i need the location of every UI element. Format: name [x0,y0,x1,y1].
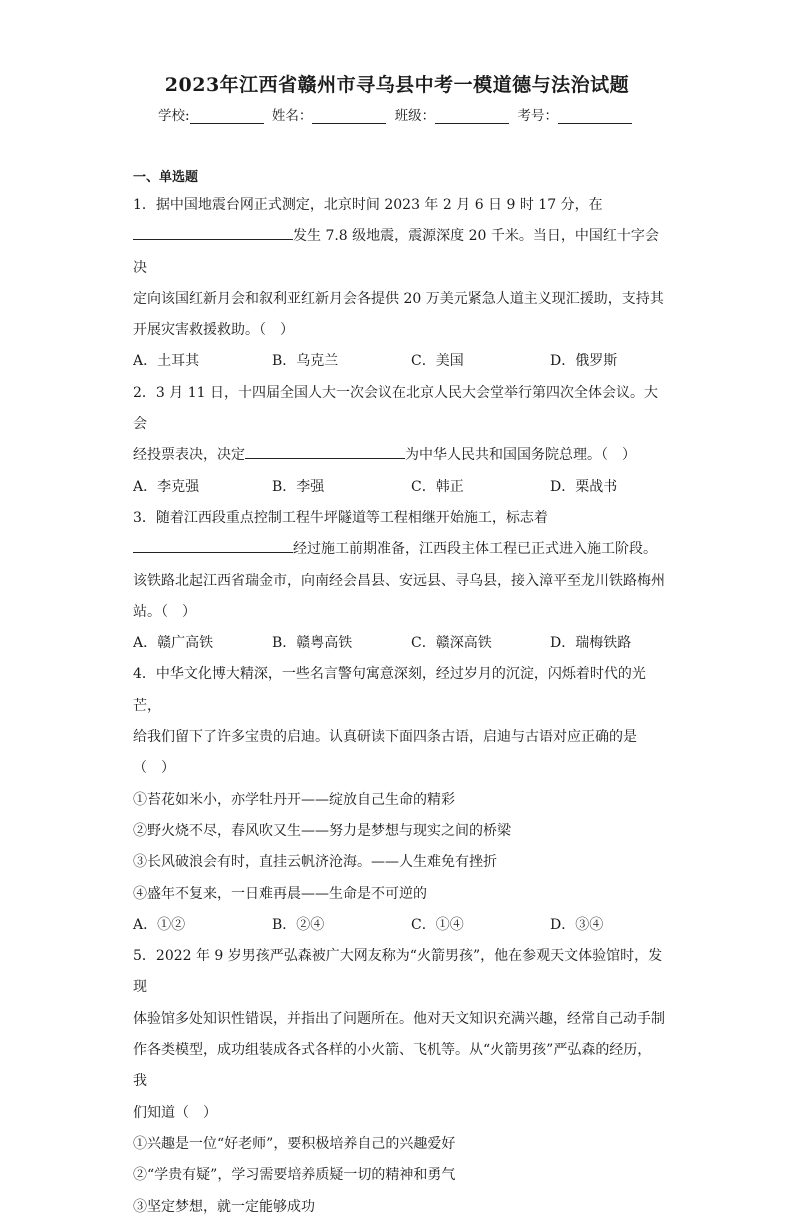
answer-blank [133,536,293,553]
option[interactable]: C．①④ [411,916,464,933]
q1-line: 定向该国红新月会和叙利亚红新月会各提供 20 万美元紧急人道主义现汇援助，支持其 [133,290,664,307]
q1-options [133,346,665,377]
section-heading: 一、单选题 [133,170,199,185]
option[interactable]: C．韩正 [411,478,464,495]
name-label: 姓名： [271,108,313,124]
school-label: 学校: [158,108,190,124]
q1-line: 发生 7.8 级地震，震源深度 20 千米。当日，中国红十字会决 [133,221,665,284]
q2-options [133,472,665,503]
q5-line: 们知道（ ） [133,1104,217,1121]
q1-line: 开展灾害救援救助。（ ） [133,322,294,339]
option[interactable]: B．②④ [272,916,325,933]
q3-line: 3．随着江西段重点控制工程牛坪隧道等工程相继开始施工，标志着 [133,509,548,526]
option[interactable]: C．美国 [411,353,464,370]
name-blank[interactable] [312,109,386,124]
number-blank[interactable] [558,109,632,124]
option[interactable]: A．赣广高铁 [133,635,214,652]
q4-line: （ ） [133,760,175,777]
student-info-line [0,104,794,124]
answer-blank [245,442,405,459]
q3-line: 站。（ ） [133,603,196,620]
q3-line: 经过施工前期准备，江西段主体工程已正式进入施工阶段。 [133,534,665,565]
q3-line: 该铁路北起江西省瑞金市，向南经会昌县、安远县、寻乌县，接入漳平至龙川铁路梅州 [133,572,665,589]
q5-line: 5．2022 年 9 岁男孩严弘森被广大网友称为“火箭男孩”，他在参观天文体验馆时，发现 [133,948,663,996]
q5-statement: ③坚定梦想，就一定能够成功 [133,1198,315,1215]
answer-blank [133,223,293,240]
number-label: 考号： [517,108,558,124]
q2-line: 经投票表决，决定 为中华人民共和国国务院总理。（ ） [133,440,665,471]
option[interactable]: A．李克强 [133,478,200,495]
q4-line: 4．中华文化博大精深，一些名言警句寓意深刻，经过岁月的沉淀，闪烁着时代的光芒， [133,666,646,714]
option[interactable]: D．栗战书 [550,478,618,495]
q3-options [133,628,665,659]
option[interactable]: D．③④ [550,916,604,933]
option[interactable]: A．①② [133,916,186,933]
option[interactable]: A．土耳其 [133,353,200,370]
option[interactable]: B．李强 [272,478,325,495]
class-blank[interactable] [435,109,509,124]
option[interactable]: B．赣粤高铁 [272,635,353,652]
q4-statement: ②野火烧不尽，春风吹又生——努力是梦想与现实之间的桥梁 [133,822,511,839]
q5-statement: ②“学贵有疑”，学习需要培养质疑一切的精神和勇气 [133,1167,456,1184]
option[interactable]: C．赣深高铁 [411,635,492,652]
option[interactable]: D．俄罗斯 [550,353,618,370]
page-title: 2023年江西省赣州市寻乌县中考一模道德与法治试题 [164,74,630,96]
q4-statement: ①苔花如米小，亦学牡丹开——绽放自己生命的精彩 [133,791,455,808]
q5-statement: ①兴趣是一位“好老师”，要积极培养自己的兴趣爱好 [133,1135,456,1152]
questions [133,190,665,1223]
q4-line: 给我们留下了许多宝贵的启迪。认真研读下面四条古语，启迪与古语对应正确的是 [133,729,637,746]
school-blank[interactable] [190,109,264,124]
q2-line: 2．3 月 11 日，十四届全国人大一次会议在北京人民大会堂举行第四次全体会议。大会 [133,384,658,433]
q4-statement: ③长风破浪会有时，直挂云帆济沧海。——人生难免有挫折 [133,854,497,871]
q1-line: 1．据中国地震台网正式测定，北京时间 2023 年 2 月 6 日 9 时 17 分，在 [133,197,603,213]
option[interactable]: B．乌克兰 [272,353,339,370]
q4-options [133,910,665,941]
q4-statement: ④盛年不复来，一日难再晨——生命是不可逆的 [133,885,427,902]
q5-line: 作各类模型，成功组装成各式各样的小火箭、飞机等。从“火箭男孩”严弘森的经历，我 [133,1042,652,1090]
class-label: 班级： [394,108,436,124]
q5-line: 体验馆多处知识性错误，并指出了问题所在。他对天文知识充满兴趣，经常自己动手制 [133,1010,665,1027]
option[interactable]: D．瑞梅铁路 [550,635,632,652]
